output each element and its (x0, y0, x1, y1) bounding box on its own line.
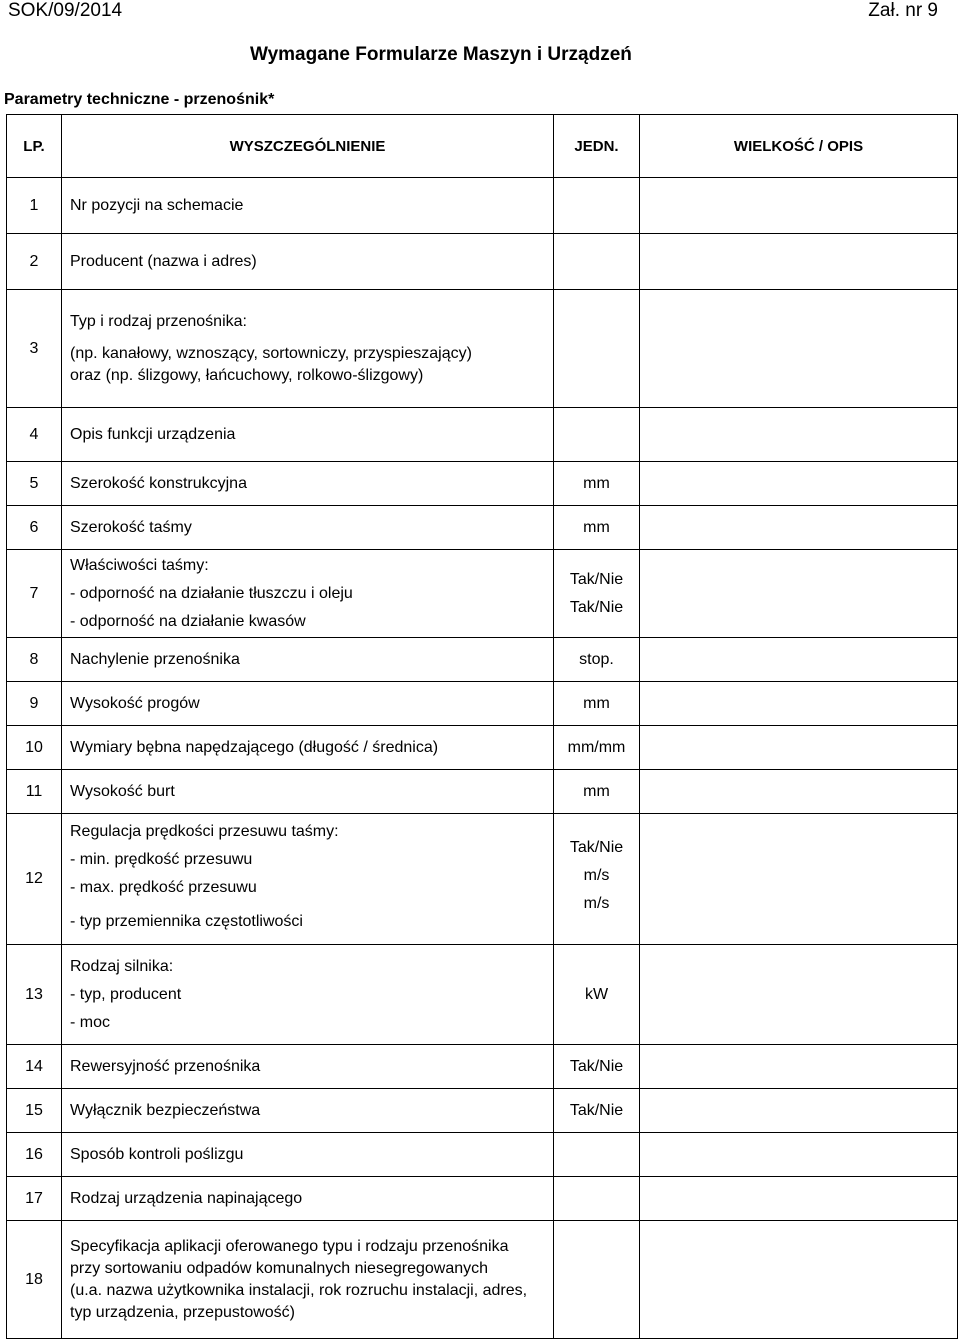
description-line: Wysokość burt (70, 782, 175, 800)
row-unit (554, 1177, 640, 1221)
table-row (7, 550, 958, 638)
row-unit (554, 408, 640, 462)
table-row (7, 726, 958, 770)
value-input-cell[interactable] (640, 726, 958, 770)
row-description (62, 550, 554, 638)
unit-value: Tak/Nie (569, 598, 624, 616)
column-header-value: WIELKOŚĆ / OPIS (640, 115, 958, 178)
table-row (7, 234, 958, 290)
unit-value: Tak/Nie (569, 1057, 624, 1075)
document-reference: SOK/09/2014 (8, 0, 123, 21)
table-row (7, 682, 958, 726)
value-input-cell[interactable] (640, 550, 958, 638)
row-number: 18 (7, 1221, 62, 1339)
value-input-cell[interactable] (640, 290, 958, 408)
description-line: typ urządzenia, przepustowość) (70, 1303, 295, 1321)
row-description (62, 1045, 554, 1089)
description-line: - max. prędkość przesuwu (70, 879, 257, 896)
table-row (7, 1133, 958, 1177)
description-line: (np. kanałowy, wznoszący, sortowniczy, przyspieszający) (70, 344, 472, 362)
row-unit (554, 1133, 640, 1177)
row-unit (554, 290, 640, 408)
parameters-table (6, 114, 958, 1339)
table-header-row (7, 115, 958, 178)
row-number: 2 (7, 234, 62, 290)
row-number: 7 (7, 550, 62, 638)
unit-value: Tak/Nie (569, 570, 624, 588)
value-input-cell[interactable] (640, 506, 958, 550)
table-row (7, 408, 958, 462)
row-unit (554, 1221, 640, 1339)
row-description (62, 408, 554, 462)
unit-value: mm (583, 694, 610, 712)
description-line: - odporność na działanie tłuszczu i oleju (70, 584, 353, 602)
description-line: Nachylenie przenośnika (70, 650, 240, 668)
row-unit (554, 550, 640, 638)
description-line: Wysokość progów (70, 694, 200, 712)
table-row (7, 506, 958, 550)
value-input-cell[interactable] (640, 1133, 958, 1177)
row-unit (554, 1045, 640, 1089)
table-row (7, 1177, 958, 1221)
value-input-cell[interactable] (640, 408, 958, 462)
document-title: Wymagane Formularze Maszyn i Urządzeń (250, 44, 632, 65)
row-description (62, 506, 554, 550)
row-description (62, 234, 554, 290)
row-description (62, 1089, 554, 1133)
unit-value: mm (583, 474, 610, 492)
row-number: 12 (7, 814, 62, 945)
row-description (62, 814, 554, 945)
table-row (7, 638, 958, 682)
description-line: Rewersyjność przenośnika (70, 1057, 261, 1075)
unit-value: m/s (583, 867, 610, 884)
value-input-cell[interactable] (640, 462, 958, 506)
value-input-cell[interactable] (640, 178, 958, 234)
unit-value: mm (583, 782, 610, 800)
row-unit (554, 770, 640, 814)
row-unit (554, 462, 640, 506)
row-number: 9 (7, 682, 62, 726)
section-subtitle: Parametry techniczne - przenośnik* (4, 91, 275, 108)
value-input-cell[interactable] (640, 814, 958, 945)
description-line: Wyłącznik bezpieczeństwa (70, 1101, 261, 1119)
row-unit (554, 178, 640, 234)
row-unit (554, 1089, 640, 1133)
unit-value: mm (583, 518, 610, 536)
row-description (62, 945, 554, 1045)
table-row (7, 1089, 958, 1133)
unit-value: stop. (579, 650, 614, 668)
row-unit (554, 726, 640, 770)
row-number: 8 (7, 638, 62, 682)
description-line: Regulacja prędkości przesuwu taśmy: (70, 823, 339, 840)
row-description (62, 1133, 554, 1177)
value-input-cell[interactable] (640, 638, 958, 682)
row-unit (554, 638, 640, 682)
description-line: - typ przemiennika częstotliwości (70, 913, 303, 930)
row-unit (554, 682, 640, 726)
row-number: 3 (7, 290, 62, 408)
table-row (7, 1221, 958, 1339)
description-line: przy sortowaniu odpadów komunalnych niesegregowanych (70, 1259, 489, 1277)
attachment-number: Zał. nr 9 (868, 0, 938, 21)
value-input-cell[interactable] (640, 1045, 958, 1089)
row-description (62, 1221, 554, 1339)
description-line: Szerokość taśmy (70, 518, 192, 536)
row-number: 17 (7, 1177, 62, 1221)
description-line: - typ, producent (70, 985, 182, 1003)
value-input-cell[interactable] (640, 1221, 958, 1339)
table-body (7, 178, 958, 1339)
description-line: Właściwości taśmy: (70, 556, 209, 574)
description-line: Nr pozycji na schemacie (70, 196, 244, 214)
row-unit (554, 945, 640, 1045)
row-unit (554, 234, 640, 290)
column-header-description: WYSZCZEGÓLNIENIE (62, 115, 554, 178)
description-line: oraz (np. ślizgowy, łańcuchowy, rolkowo-ślizgowy) (70, 366, 424, 384)
row-number: 16 (7, 1133, 62, 1177)
description-line: Typ i rodzaj przenośnika: (70, 312, 247, 330)
table-row (7, 178, 958, 234)
row-number: 14 (7, 1045, 62, 1089)
value-input-cell[interactable] (640, 1177, 958, 1221)
row-number: 5 (7, 462, 62, 506)
column-header-lp: LP. (7, 115, 62, 178)
description-line: Rodzaj silnika: (70, 957, 174, 975)
description-line: - odporność na działanie kwasów (70, 612, 306, 630)
row-description (62, 178, 554, 234)
description-line: Producent (nazwa i adres) (70, 252, 257, 270)
description-line: (u.a. nazwa użytkownika instalacji, rok rozruchu instalacji, adres, (70, 1281, 528, 1299)
description-line: Rodzaj urządzenia napinającego (70, 1189, 303, 1207)
row-description (62, 770, 554, 814)
row-description (62, 462, 554, 506)
row-number: 10 (7, 726, 62, 770)
row-number: 6 (7, 506, 62, 550)
table-row (7, 1045, 958, 1089)
description-line: Opis funkcji urządzenia (70, 425, 236, 443)
table-row (7, 462, 958, 506)
unit-value: Tak/Nie (569, 1101, 624, 1119)
table-row (7, 945, 958, 1045)
unit-value: mm/mm (567, 738, 626, 756)
row-number: 1 (7, 178, 62, 234)
row-description (62, 726, 554, 770)
description-line: Szerokość konstrukcyjna (70, 474, 247, 492)
table-row (7, 770, 958, 814)
row-number: 13 (7, 945, 62, 1045)
row-unit (554, 814, 640, 945)
value-input-cell[interactable] (640, 770, 958, 814)
row-number: 11 (7, 770, 62, 814)
row-description (62, 1177, 554, 1221)
column-header-unit: JEDN. (554, 115, 640, 178)
row-number: 15 (7, 1089, 62, 1133)
description-line: - moc (70, 1013, 110, 1031)
row-unit (554, 506, 640, 550)
table-row (7, 814, 958, 945)
description-line: - min. prędkość przesuwu (70, 851, 253, 868)
value-input-cell[interactable] (640, 1089, 958, 1133)
value-input-cell[interactable] (640, 234, 958, 290)
unit-value: m/s (583, 895, 610, 912)
row-description (62, 638, 554, 682)
row-number: 4 (7, 408, 62, 462)
description-line: Sposób kontroli poślizgu (70, 1145, 244, 1163)
row-description (62, 682, 554, 726)
description-line: Specyfikacja aplikacji oferowanego typu i rodzaju przenośnika (70, 1237, 509, 1255)
table-row (7, 290, 958, 408)
value-input-cell[interactable] (640, 682, 958, 726)
description-line: Wymiary bębna napędzającego (długość / średnica) (70, 738, 439, 756)
row-description (62, 290, 554, 408)
unit-value: kW (584, 985, 609, 1003)
unit-value: Tak/Nie (569, 839, 624, 856)
value-input-cell[interactable] (640, 945, 958, 1045)
